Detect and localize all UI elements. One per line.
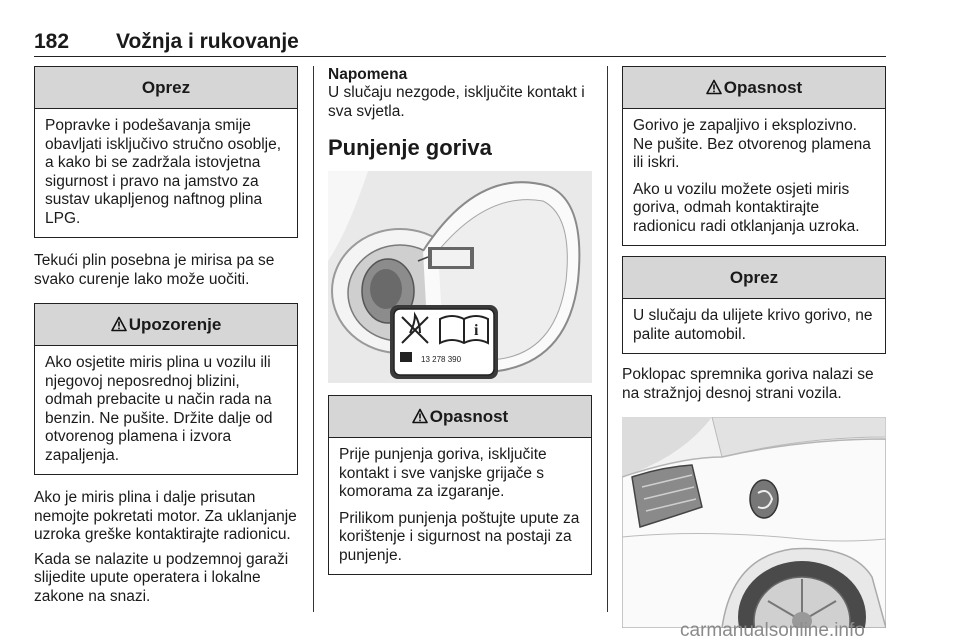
gas-smell-paragraph: Ako je miris plina i dalje prisutan nemojte pokretati motor. Za uklanjanje uzroka greške kontaktirajte radionicu. (34, 489, 297, 543)
caution-box-wrong-fuel (622, 256, 886, 354)
danger-text-1: Gorivo je zapaljivo i eksplozivno. Ne pušite. Bez otvorenog plamena ili iskri. (633, 117, 871, 171)
danger-header (329, 396, 591, 438)
caution-text: Popravke i podešavanja smije obavljati isključivo stručno osoblje, a kako bi se zadržala istovjetna sigurnost i pravo na jamstvo za sustav ukapljenog naftnog plina LPG. (45, 117, 282, 227)
page-header (34, 22, 886, 57)
caution-text: U slučaju da ulijete krivo gorivo, ne palite automobil. (633, 307, 873, 343)
note-title: Napomena (328, 66, 408, 83)
car-rear-illustration (622, 417, 886, 628)
info-symbol-glyph: i (474, 322, 479, 339)
caution-heading: Oprez (35, 67, 297, 109)
column-divider-1 (313, 66, 314, 612)
warning-triangle-icon (706, 79, 722, 95)
column-2 (328, 66, 592, 575)
warning-box (34, 303, 298, 475)
danger-box-fuel (622, 66, 886, 246)
chapter-title: Vožnja i rukovanje (116, 30, 299, 53)
danger-text-1: Prije punjenja goriva, isključite kontakt i sve vanjske grijače s komorama za izgaranje. (339, 446, 547, 500)
danger-box-refuel (328, 395, 592, 575)
note-text: U slučaju nezgode, isključite kontakt i sva svjetla. (328, 84, 585, 120)
danger-text-2: Prilikom punjenja poštujte upute za korištenje i sigurnost na postaji za punjenje. (339, 509, 580, 564)
column-3 (622, 66, 886, 628)
warning-triangle-icon (412, 408, 428, 424)
watermark: carmanualsonline.info (680, 620, 865, 641)
danger-text-2: Ako u vozilu možete osjeti miris goriva, odmah kontaktirajte radionicu radi otklanjanja uzroka. (633, 180, 860, 235)
danger-heading: Opasnost (429, 407, 509, 426)
car-rear-drawing (622, 417, 886, 628)
danger-header (623, 67, 885, 109)
column-divider-2 (607, 66, 608, 612)
column-1 (34, 66, 298, 606)
warning-triangle-icon (111, 316, 127, 332)
fuel-filler-illustration (328, 171, 592, 383)
caution-heading: Oprez (623, 257, 885, 299)
page-number: 182 (34, 30, 70, 53)
caution-box (34, 66, 298, 238)
flap-location-paragraph: Poklopac spremnika goriva nalazi se na stražnjoj desnoj strani vozila. (622, 366, 874, 402)
danger-heading: Opasnost (723, 78, 803, 97)
warning-text: Ako osjetite miris plina u vozilu ili njegovoj neposrednoj blizini, odmah prebacite u način rada na benzin. Ne pušite. Držite dalje od otvorenog plamena i izvora zapaljenja. (45, 354, 273, 464)
image-code-label: 13 278 390 (421, 355, 462, 364)
fuel-flap-drawing (328, 171, 592, 383)
lpg-smell-paragraph: Tekući plin posebna je mirisa pa se svako curenje lako može uočiti. (34, 252, 275, 288)
section-title: Punjenje goriva (328, 135, 492, 160)
garage-paragraph: Kada se nalazite u podzemnoj garaži slijedite upute operatera i lokalne zakone na snazi. (34, 550, 289, 605)
warning-heading: Upozorenje (128, 315, 222, 334)
warning-header (35, 304, 297, 346)
